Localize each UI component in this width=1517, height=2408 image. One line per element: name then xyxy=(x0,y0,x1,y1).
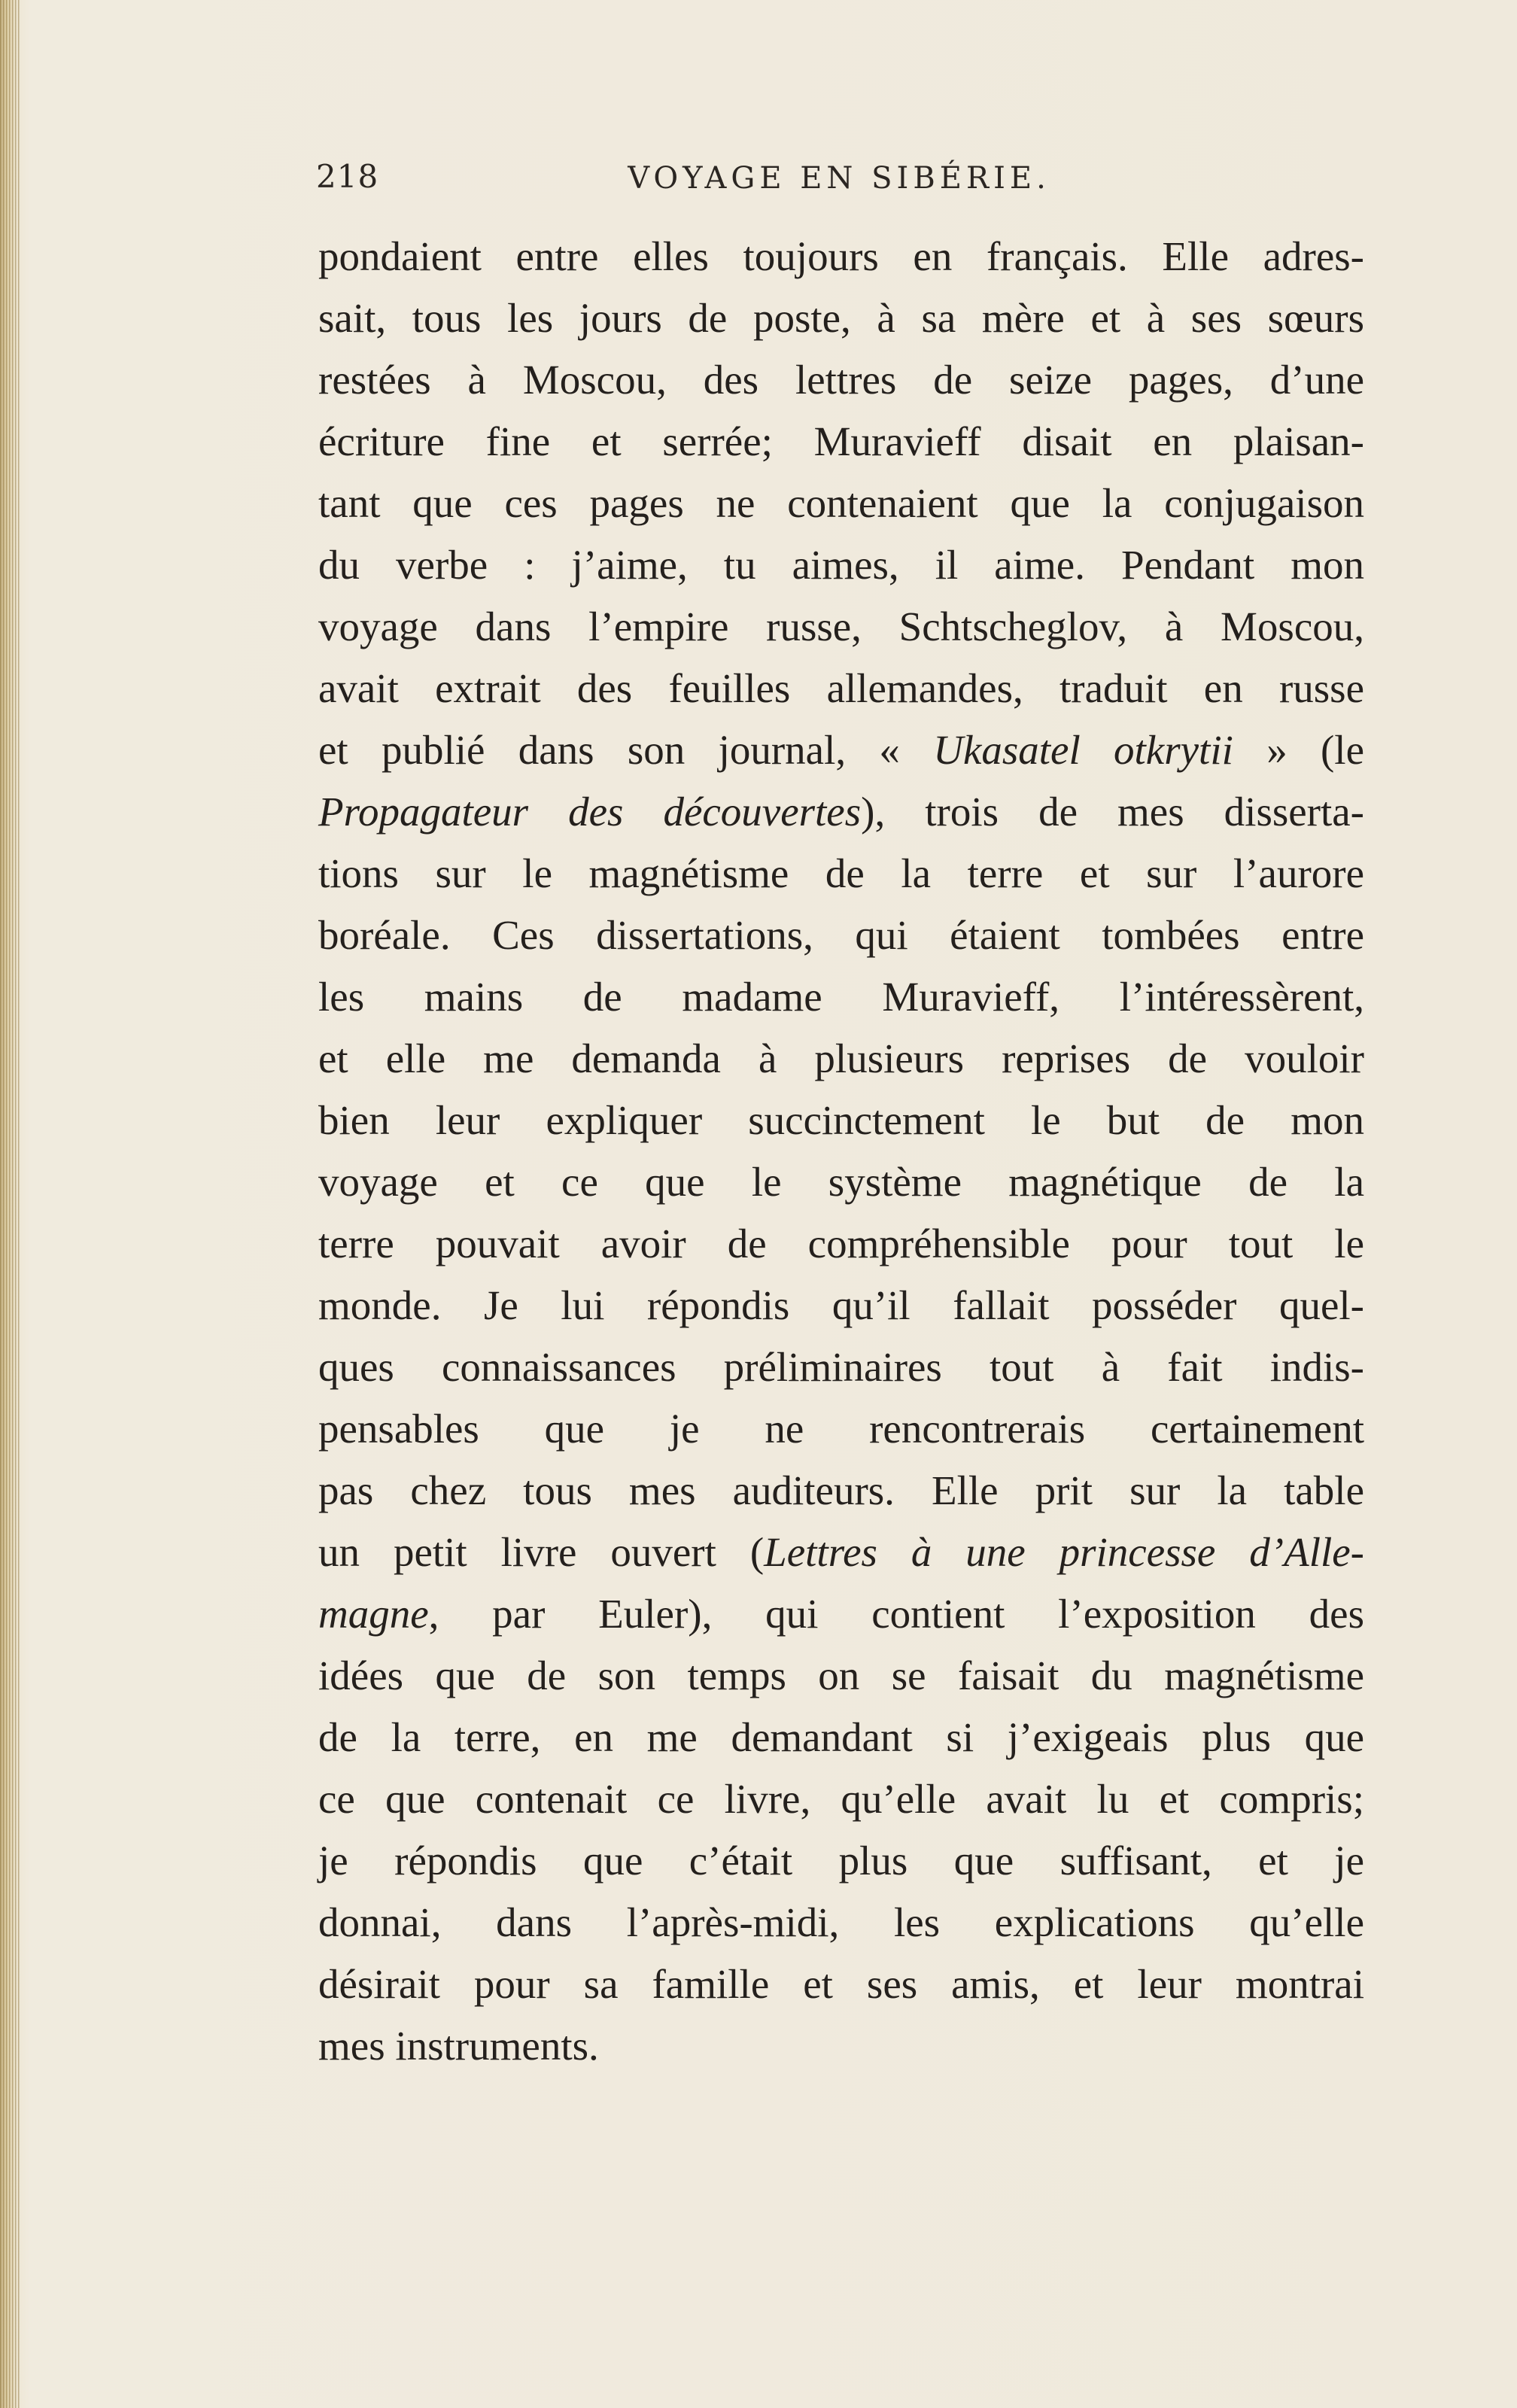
text-line: sait, tous les jours de poste, à sa mère et à ses sœurs xyxy=(318,295,1364,341)
running-title: VOYAGE EN SIBÉRIE. xyxy=(628,161,1050,196)
text-line: et elle me demanda à plusieurs reprises de vouloir xyxy=(318,1035,1364,1081)
text-line: voyage dans l’empire russe, Schtscheglov, à Moscou, xyxy=(318,604,1364,649)
text-line: avait extrait des feuilles allemandes, traduit en russe xyxy=(318,665,1364,711)
text-line: donnai, dans l’après-midi, les explications qu’elle xyxy=(318,1899,1364,1945)
text-line: je répondis que c’était plus que suffisant, et je xyxy=(318,1838,1364,1884)
text-line: magne, par Euler), qui contient l’exposition des xyxy=(318,1591,1364,1637)
text-line: de la terre, en me demandant si j’exigeais plus que xyxy=(318,1714,1364,1760)
text-line: boréale. Ces dissertations, qui étaient tombées entre xyxy=(318,912,1364,958)
body-text xyxy=(318,226,1364,2077)
text-line: et publié dans son journal, « Ukasatel otkrytii » (le xyxy=(318,727,1364,773)
page-header xyxy=(316,158,1362,203)
text-line: mes instruments. xyxy=(318,2023,599,2069)
italic-title: magne xyxy=(318,1591,429,1637)
text-line: pondaient entre elles toujours en français. Elle adres- xyxy=(318,233,1364,279)
text-line: terre pouvait avoir de compréhensible pour tout le xyxy=(318,1221,1364,1266)
page-edge xyxy=(0,0,20,2408)
page-number: 218 xyxy=(316,158,379,195)
text-line: tant que ces pages ne contenaient que la conjugaison xyxy=(318,480,1364,526)
text-line: pensables que je ne rencontrerais certainement xyxy=(318,1406,1364,1452)
text-line: du verbe : j’aime, tu aimes, il aime. Pendant mon xyxy=(318,542,1364,588)
text-line: idées que de son temps on se faisait du magnétisme xyxy=(318,1652,1364,1698)
text-line: restées à Moscou, des lettres de seize pages, d’une xyxy=(318,357,1364,403)
italic-title: Lettres à une princesse d’Alle- xyxy=(764,1529,1364,1575)
text-line: voyage et ce que le système magnétique de la xyxy=(318,1159,1364,1205)
text-line: ques connaissances préliminaires tout à fait indis- xyxy=(318,1344,1364,1390)
text-line: bien leur expliquer succinctement le but de mon xyxy=(318,1097,1364,1143)
text-line: monde. Je lui répondis qu’il fallait posséder quel- xyxy=(318,1282,1364,1328)
text-line: tions sur le magnétisme de la terre et sur l’aurore xyxy=(318,850,1364,896)
italic-title: Propagateur des découvertes xyxy=(318,789,862,835)
italic-title: Ukasatel otkrytii xyxy=(933,727,1233,773)
text-line: les mains de madame Muravieff, l’intéressèrent, xyxy=(318,974,1364,1020)
text-line: ce que contenait ce livre, qu’elle avait lu et compris; xyxy=(318,1776,1364,1822)
text-line: écriture fine et serrée; Muravieff disait en plaisan- xyxy=(318,418,1364,464)
text-line: un petit livre ouvert (Lettres à une princesse d’Alle- xyxy=(318,1529,1364,1575)
text-line: désirait pour sa famille et ses amis, et leur montrai xyxy=(318,1961,1364,2007)
text-line: Propagateur des découvertes), trois de mes disserta- xyxy=(318,789,1364,835)
text-line: pas chez tous mes auditeurs. Elle prit sur la table xyxy=(318,1467,1364,1513)
